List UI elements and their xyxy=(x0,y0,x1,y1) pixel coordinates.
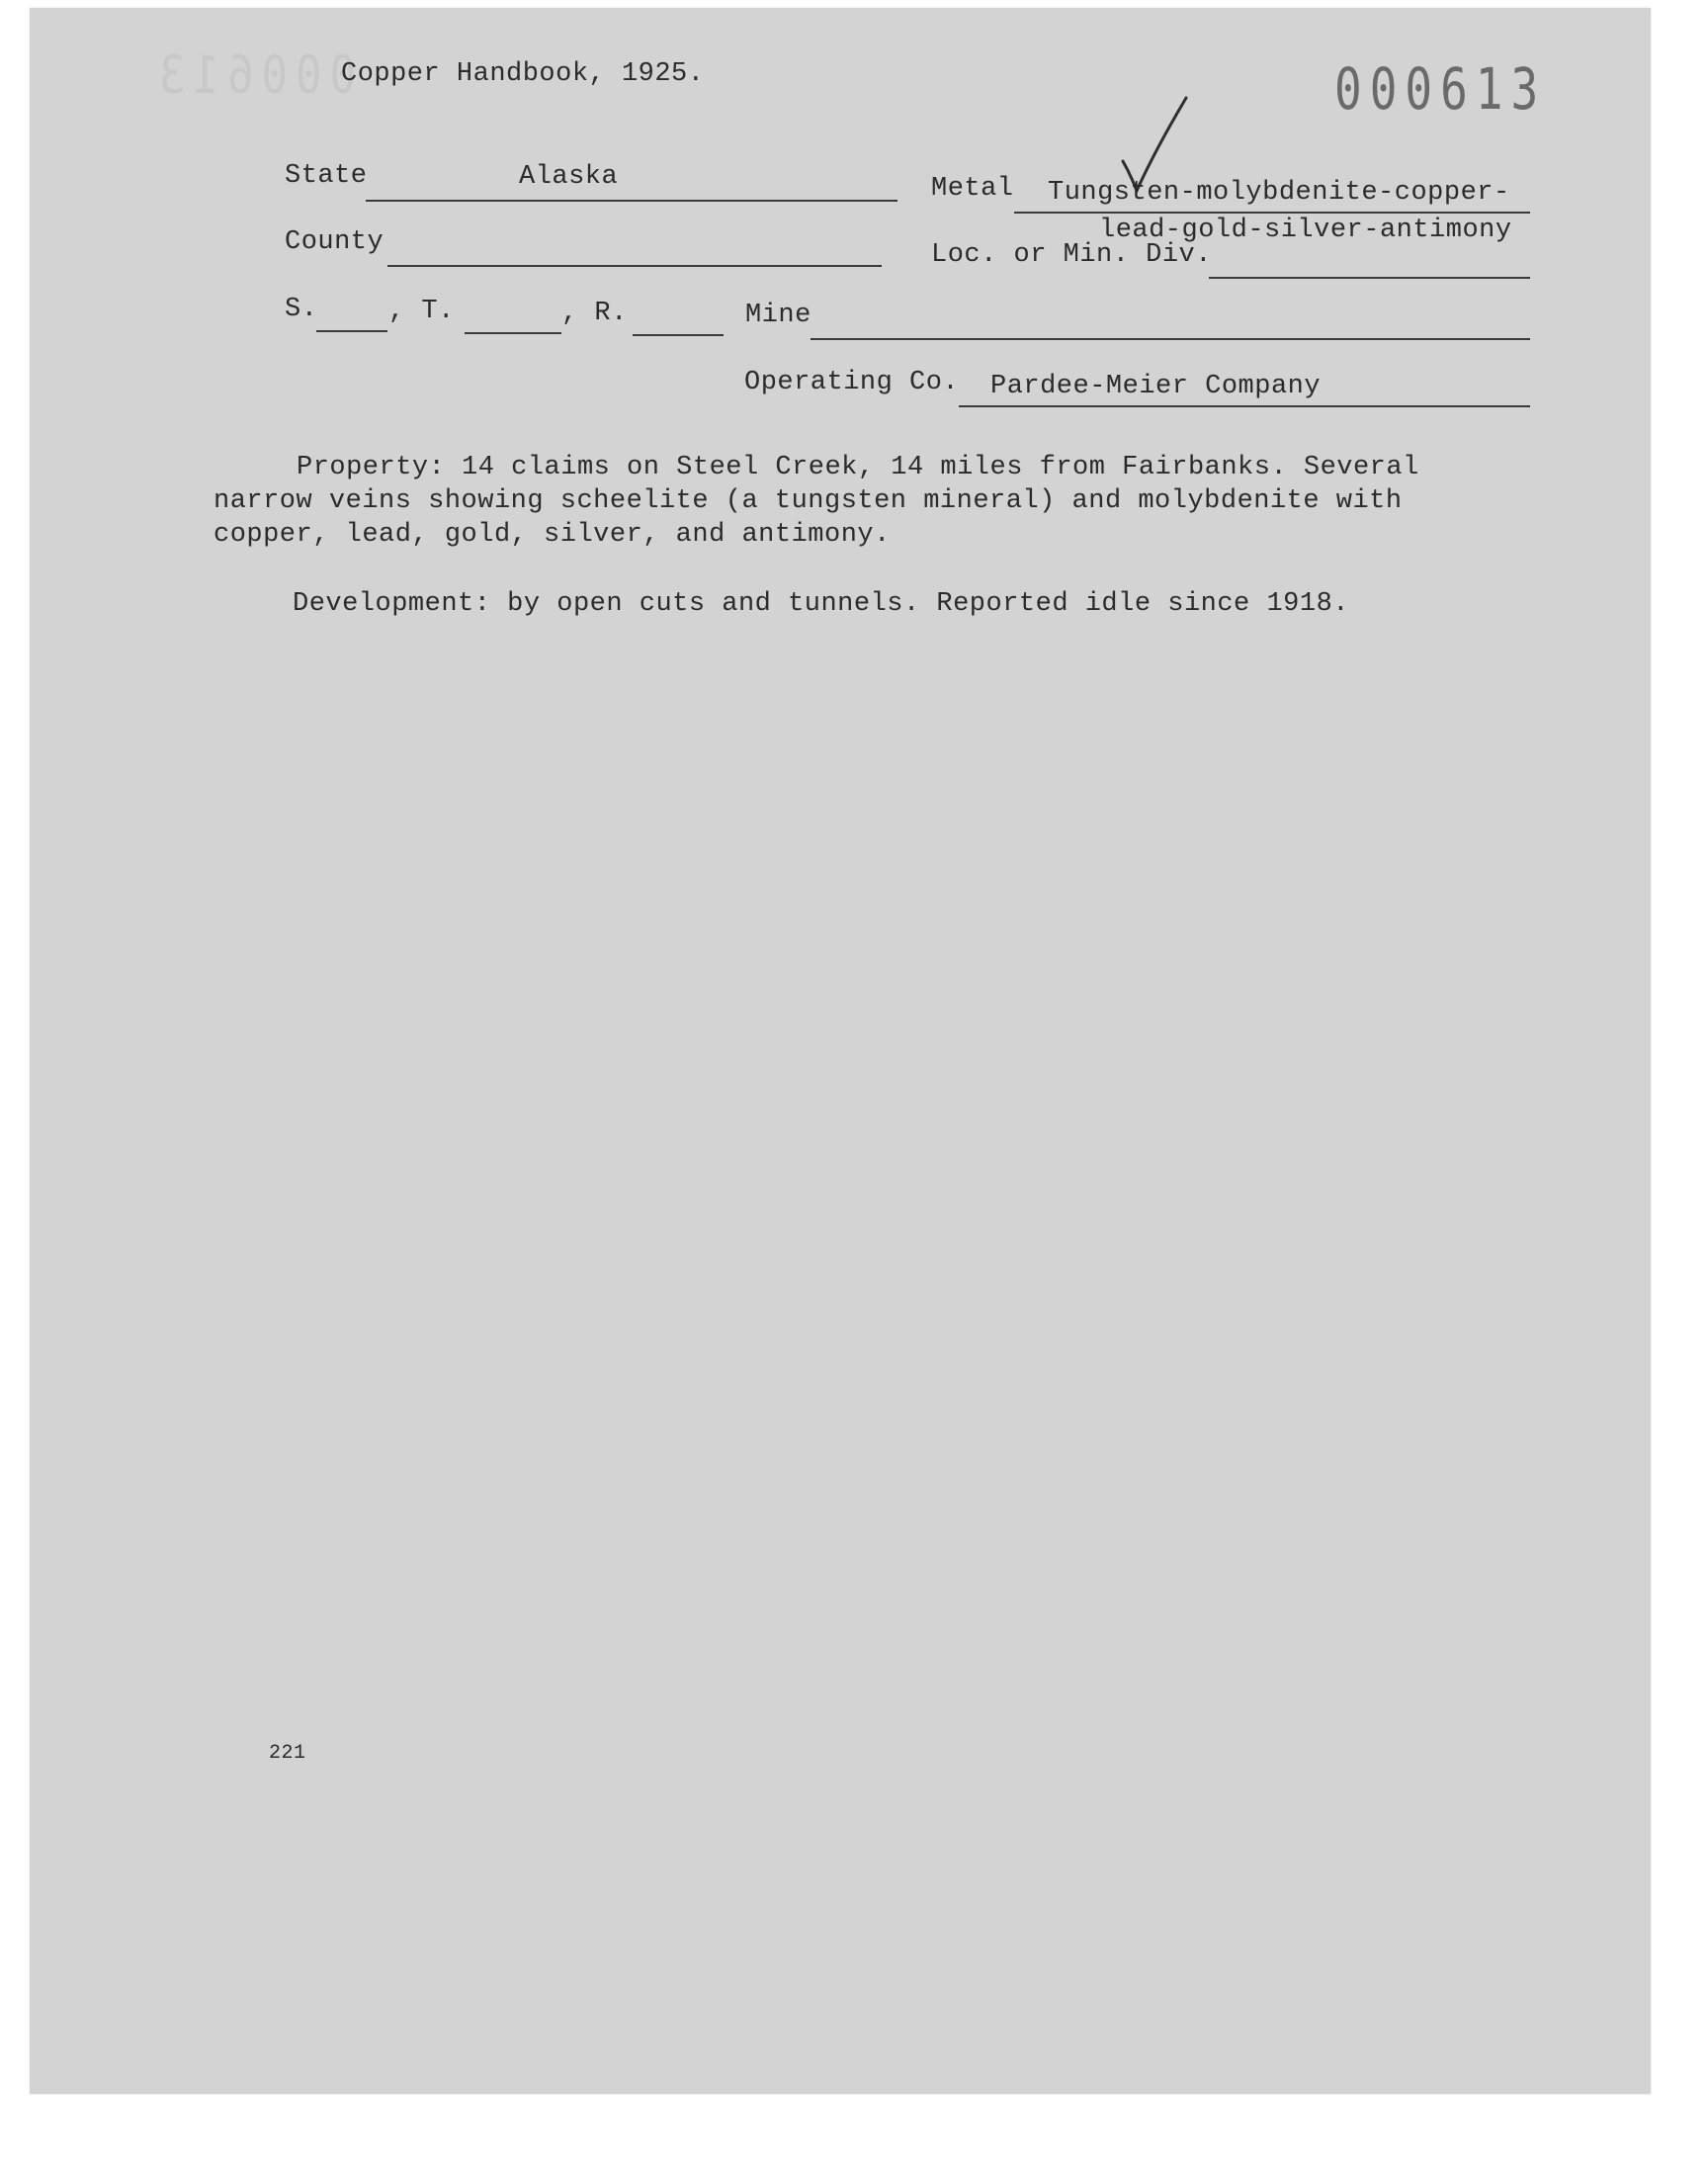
document-page xyxy=(30,8,1651,2094)
development-note: Development: by open cuts and tunnels. Reported idle since 1918. xyxy=(293,589,1349,619)
document-stamp-number: 000613 xyxy=(1334,55,1547,123)
property-line-3: copper, lead, gold, silver, and antimony. xyxy=(214,520,891,550)
operating-company-label: Operating Co. xyxy=(744,368,960,397)
loc-line xyxy=(1209,277,1530,279)
metal-value-line2: lead-gold-silver-antimony xyxy=(1099,216,1512,245)
section-label: S. xyxy=(285,295,318,324)
metal-value-line1: Tungsten-molybdenite-copper- xyxy=(1048,178,1510,208)
operating-company-value: Pardee-Meier Company xyxy=(990,372,1322,401)
range-label: , R. xyxy=(561,299,628,328)
property-line-2: narrow veins showing scheelite (a tungsten mineral) and molybdenite with xyxy=(214,486,1403,516)
property-line-1: Property: 14 claims on Steel Creek, 14 miles from Fairbanks. Several xyxy=(297,453,1419,482)
mine-label: Mine xyxy=(745,301,811,330)
loc-label: Loc. or Min. Div. xyxy=(931,240,1212,270)
state-line xyxy=(366,200,897,202)
section-line xyxy=(316,330,387,332)
range-line xyxy=(633,334,724,336)
state-value: Alaska xyxy=(519,162,619,192)
county-line xyxy=(387,265,882,267)
mine-line xyxy=(811,338,1530,340)
metal-label: Metal xyxy=(931,174,1014,204)
county-label: County xyxy=(285,227,384,257)
metal-line xyxy=(1014,212,1530,214)
township-label: , T. xyxy=(388,297,455,326)
document-title: Copper Handbook, 1925. xyxy=(341,59,705,89)
page-code: 221 xyxy=(269,1742,306,1765)
state-label: State xyxy=(285,161,368,191)
operating-company-line xyxy=(959,405,1530,407)
bleed-through-stamp: 000613 xyxy=(151,45,356,107)
township-line xyxy=(465,332,561,334)
